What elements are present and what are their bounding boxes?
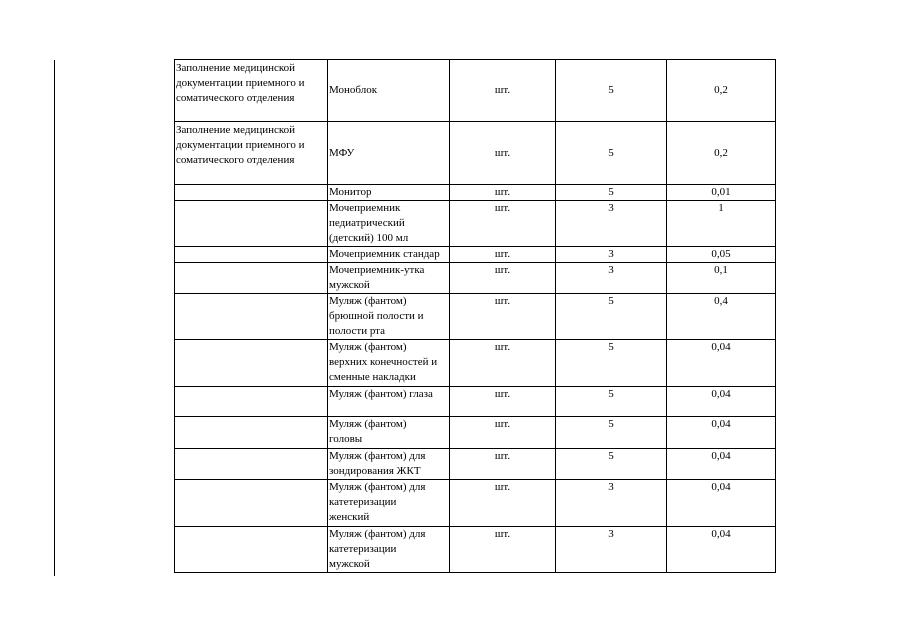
equipment-name-cell: Муляж (фантом) брюшной полости и полости рта [328, 294, 450, 340]
unit-cell: шт. [450, 417, 556, 449]
equipment-name-cell: Мочеприемник педиатрический (детский) 100 мл [328, 201, 450, 247]
unit-cell: шт. [450, 340, 556, 387]
ratio-cell: 0,04 [667, 387, 776, 417]
activity-cell [175, 185, 328, 201]
equipment-name-cell: Мочеприемник-утка мужской [328, 263, 450, 294]
activity-cell [175, 527, 328, 573]
activity-cell [175, 294, 328, 340]
quantity-cell: 5 [556, 387, 667, 417]
equipment-name-cell: Муляж (фантом) для зондирования ЖКТ [328, 449, 450, 480]
table-row [175, 449, 776, 480]
unit-cell: шт. [450, 185, 556, 201]
ratio-cell: 0,01 [667, 185, 776, 201]
equipment-table [174, 59, 776, 573]
activity-cell [175, 449, 328, 480]
table-row [175, 417, 776, 449]
activity-cell: Заполнение медицинской документации приемного и соматического отделения [175, 122, 328, 185]
ratio-cell: 0,04 [667, 340, 776, 387]
quantity-cell: 3 [556, 480, 667, 527]
quantity-cell: 3 [556, 527, 667, 573]
ratio-cell: 0,1 [667, 263, 776, 294]
equipment-name-cell: Монитор [328, 185, 450, 201]
quantity-cell: 3 [556, 201, 667, 247]
quantity-cell: 5 [556, 417, 667, 449]
activity-cell [175, 480, 328, 527]
equipment-name-cell: МФУ [328, 122, 450, 185]
quantity-cell: 3 [556, 263, 667, 294]
unit-cell: шт. [450, 387, 556, 417]
table-row [175, 201, 776, 247]
quantity-cell: 5 [556, 185, 667, 201]
activity-cell [175, 263, 328, 294]
equipment-name-cell: Муляж (фантом) для катетеризации мужской [328, 527, 450, 573]
table-row [175, 185, 776, 201]
ratio-cell: 1 [667, 201, 776, 247]
equipment-name-cell: Муляж (фантом) глаза [328, 387, 450, 417]
table-row [175, 387, 776, 417]
ratio-cell: 0,4 [667, 294, 776, 340]
ratio-cell: 0,04 [667, 449, 776, 480]
activity-cell [175, 387, 328, 417]
ratio-cell: 0,04 [667, 527, 776, 573]
quantity-cell: 5 [556, 122, 667, 185]
quantity-cell: 5 [556, 294, 667, 340]
unit-cell: шт. [450, 480, 556, 527]
table-row [175, 263, 776, 294]
activity-cell [175, 201, 328, 247]
ratio-cell: 0,04 [667, 480, 776, 527]
table-row [175, 60, 776, 122]
ratio-cell: 0,04 [667, 417, 776, 449]
quantity-cell: 3 [556, 247, 667, 263]
table-row [175, 122, 776, 185]
table-row [175, 294, 776, 340]
unit-cell: шт. [450, 122, 556, 185]
unit-cell: шт. [450, 201, 556, 247]
ratio-cell: 0,2 [667, 60, 776, 122]
table-row [175, 527, 776, 573]
unit-cell: шт. [450, 449, 556, 480]
quantity-cell: 5 [556, 60, 667, 122]
equipment-name-cell: Моноблок [328, 60, 450, 122]
equipment-name-cell: Муляж (фантом) для катетеризации женский [328, 480, 450, 527]
activity-cell [175, 417, 328, 449]
ratio-cell: 0,2 [667, 122, 776, 185]
equipment-name-cell: Муляж (фантом) верхних конечностей и сменные накладки [328, 340, 450, 387]
quantity-cell: 5 [556, 449, 667, 480]
activity-cell [175, 247, 328, 263]
unit-cell: шт. [450, 247, 556, 263]
page-left-rule [54, 60, 55, 576]
activity-cell [175, 340, 328, 387]
ratio-cell: 0,05 [667, 247, 776, 263]
table-row [175, 480, 776, 527]
unit-cell: шт. [450, 263, 556, 294]
unit-cell: шт. [450, 60, 556, 122]
equipment-name-cell: Мочеприемник стандар [328, 247, 450, 263]
quantity-cell: 5 [556, 340, 667, 387]
table-row [175, 247, 776, 263]
equipment-name-cell: Муляж (фантом) головы [328, 417, 450, 449]
unit-cell: шт. [450, 527, 556, 573]
activity-cell: Заполнение медицинской документации приемного и соматического отделения [175, 60, 328, 122]
table-row [175, 340, 776, 387]
unit-cell: шт. [450, 294, 556, 340]
